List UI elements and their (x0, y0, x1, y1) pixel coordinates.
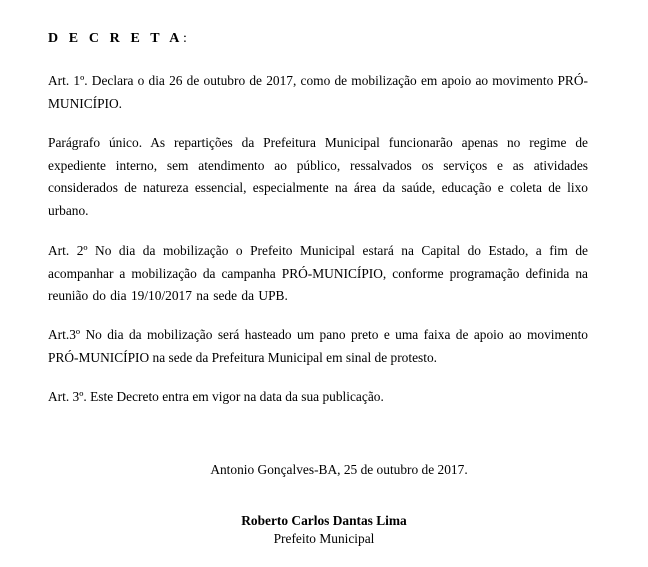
place-and-date: Antonio Gonçalves-BA, 25 de outubro de 2017. (210, 462, 468, 477)
article-3-paragraph: Art.3º No dia da mobilização será hasteado um pano preto e uma faixa de apoio ao movimento PRÓ-MUNICÍPIO na sede da Prefeitura Municipal em sinal de protesto. (48, 327, 588, 365)
article-3-effective-paragraph: Art. 3º. Este Decreto entra em vigor na data da sua publicação. (48, 389, 384, 404)
sole-paragraph: Parágrafo único. As repartições da Prefeitura Municipal funcionarão apenas no regime de expediente interno, sem atendimento ao público, ressalvados os serviços e as atividades considerados de natureza essencial, especialmente na área da saúde, educação e coleta de lixo urbano. (48, 135, 588, 218)
article-2-paragraph: Art. 2º No dia da mobilização o Prefeito Municipal estará na Capital do Estado, a fim de acompanhar a mobilização da campanha PRÓ-MUNICÍPIO, conforme programação definida na reunião do dia 19/10/2017 na sede da UPB. (48, 243, 588, 304)
signer-title: Prefeito Municipal (273, 531, 375, 546)
heading-colon: : (182, 31, 187, 46)
heading-letters: D E C R E T A (48, 31, 183, 46)
signer-name: Roberto Carlos Dantas Lima (241, 513, 407, 528)
decree-heading (48, 28, 187, 51)
article-1-paragraph: Art. 1º. Declara o dia 26 de outubro de 2017, como de mobilização em apoio ao movimento PRÓ-MUNICÍPIO. (48, 73, 588, 111)
